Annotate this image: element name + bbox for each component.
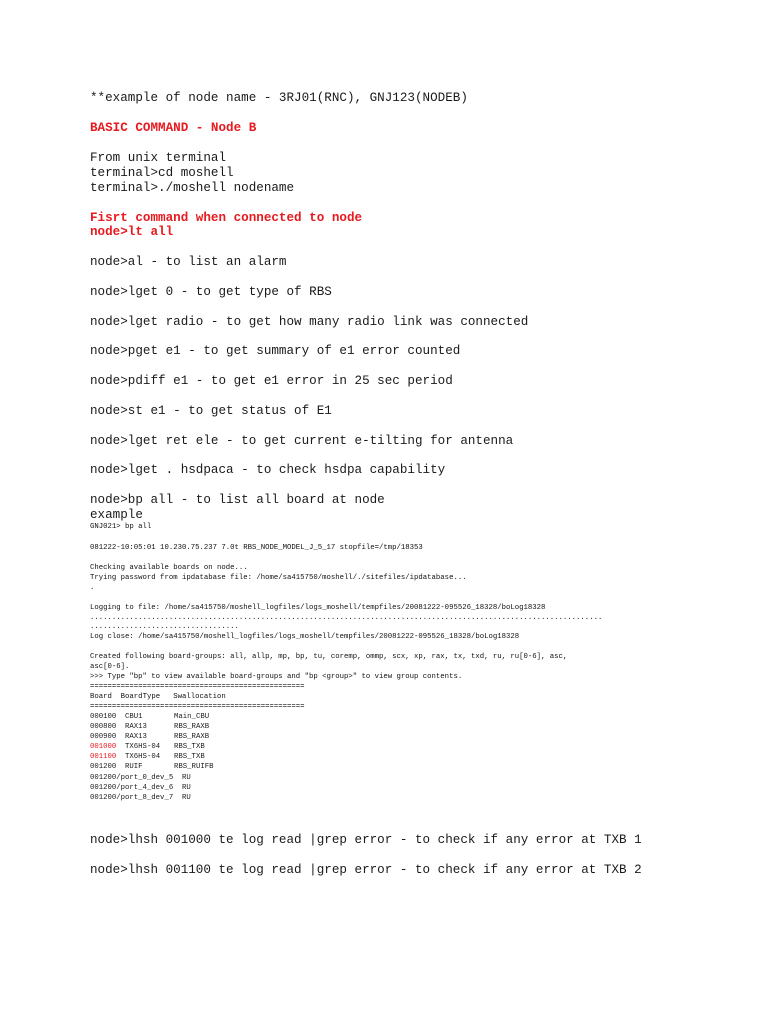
cell-boardtype: TX6HS-04 [125, 753, 161, 762]
cell-board: 001200 [90, 763, 117, 772]
command-line-txb1: node>lhsh 001000 te log read |grep error - to check if any error at TXB 1 [90, 833, 642, 847]
table-row [90, 762, 213, 772]
cell-board: 000800 [90, 723, 117, 732]
table-row [90, 793, 213, 803]
terminal-dot-line: . [90, 584, 95, 592]
command-line: node>lget ret ele - to get current e-tilting for antenna [90, 434, 514, 448]
table-row [90, 742, 213, 752]
cell-swallocation: RBS_RAXB [174, 723, 210, 732]
cell-board: 000100 [90, 713, 117, 721]
cell-swallocation: RBS_RAXB [174, 733, 210, 742]
board-table [90, 712, 213, 803]
table-rule: ================================================= [90, 683, 305, 691]
section-heading-basic-command: BASIC COMMAND - Node B [90, 121, 257, 135]
cell-board: 001200/port_8_dev_7 [90, 793, 174, 802]
command-line: node>lget 0 - to get type of RBS [90, 285, 332, 299]
command-line: node>lget radio - to get how many radio link was connected [90, 315, 529, 329]
table-row [90, 773, 213, 783]
cell-swallocation: RBS_TXB [174, 753, 205, 762]
cell-boardtype: RUIF [125, 763, 143, 772]
cell-board: 001200/port_4_dev_6 [90, 783, 174, 792]
terminal-logging-line: Logging to file: /home/sa415750/moshell_logfiles/logs_moshell/tempfiles/20081222-095526_18328/boLog18328 [90, 604, 546, 612]
terminal-prompt: GNJ021> bp all [90, 523, 152, 531]
cell-boardtype: CBU1 [125, 713, 143, 721]
table-row [90, 752, 213, 762]
table-row [90, 783, 213, 793]
node-name-example: **example of node name - 3RJ01(RNC), GNJ123(NODEB) [90, 91, 468, 105]
section-heading-lt-all: node>lt all [90, 225, 174, 239]
cell-board: 001000 [90, 743, 117, 752]
text-line: terminal>cd moshell [90, 166, 234, 180]
cell-swallocation: Main_CBU [174, 713, 210, 721]
table-row [90, 712, 213, 722]
text-line: From unix terminal [90, 151, 227, 165]
terminal-trying-line: Trying password from ipdatabase file: /home/sa415750/moshell/./sitefiles/ipdatabase... [90, 574, 467, 582]
cell-board: 001200/port_0_dev_5 [90, 773, 174, 782]
section-heading-first-command: Fisrt command when connected to node [90, 211, 363, 225]
cell-boardtype: TX6HS-04 [125, 743, 161, 752]
terminal-created-line: asc[0-6]. [90, 663, 130, 671]
terminal-checking-line: Checking available boards on node... [90, 564, 248, 572]
text-line: example [90, 508, 143, 522]
header-boardtype: BoardType [120, 693, 161, 701]
header-board: Board [90, 693, 112, 701]
text-line: terminal>./moshell nodename [90, 181, 295, 195]
cell-boardtype: RU [181, 773, 191, 782]
cell-boardtype: RU [181, 793, 191, 802]
header-swallocation: Swallocation [173, 693, 226, 701]
cell-board: 000900 [90, 733, 117, 742]
terminal-session-line: 081222-10:05:01 10.230.75.237 7.0t RBS_NODE_MODEL_J_5_17 stopfile=/tmp/18353 [90, 544, 423, 552]
cell-boardtype: RAX13 [125, 723, 147, 732]
table-row [90, 732, 213, 742]
command-line: node>pdiff e1 - to get e1 error in 25 sec period [90, 374, 453, 388]
command-line-txb2: node>lhsh 001100 te log read |grep error - to check if any error at TXB 2 [90, 863, 642, 877]
table-row [90, 722, 213, 732]
terminal-progress-dots: .................................. [90, 623, 239, 631]
terminal-logclose-line: Log close: /home/sa415750/moshell_logfiles/logs_moshell/tempfiles/20081222-095526_18328/boLog18328 [90, 633, 520, 641]
cell-swallocation: RBS_RUIFB [174, 763, 214, 772]
cell-boardtype: RU [181, 783, 191, 792]
cell-board: 001100 [90, 753, 117, 762]
cell-swallocation: RBS_TXB [174, 743, 205, 752]
command-line: node>bp all - to list all board at node [90, 493, 385, 507]
terminal-type-hint: >>> Type "bp" to view available board-groups and "bp <group>" to view group contents. [90, 673, 463, 681]
terminal-progress-dots: ..................................................................................................................... [90, 614, 603, 622]
command-line: node>al - to list an alarm [90, 255, 287, 269]
cell-boardtype: RAX13 [125, 733, 147, 742]
table-rule: ================================================= [90, 703, 305, 711]
command-line: node>pget e1 - to get summary of e1 error counted [90, 344, 461, 358]
terminal-created-line: Created following board-groups: all, allp, mp, bp, tu, coremp, ommp, scx, xp, rax, tx, txd, ru, ru[0-6], asc, [90, 653, 568, 661]
command-line: node>lget . hsdpaca - to check hsdpa capability [90, 463, 446, 477]
command-line: node>st e1 - to get status of E1 [90, 404, 332, 418]
table-header [90, 692, 226, 702]
